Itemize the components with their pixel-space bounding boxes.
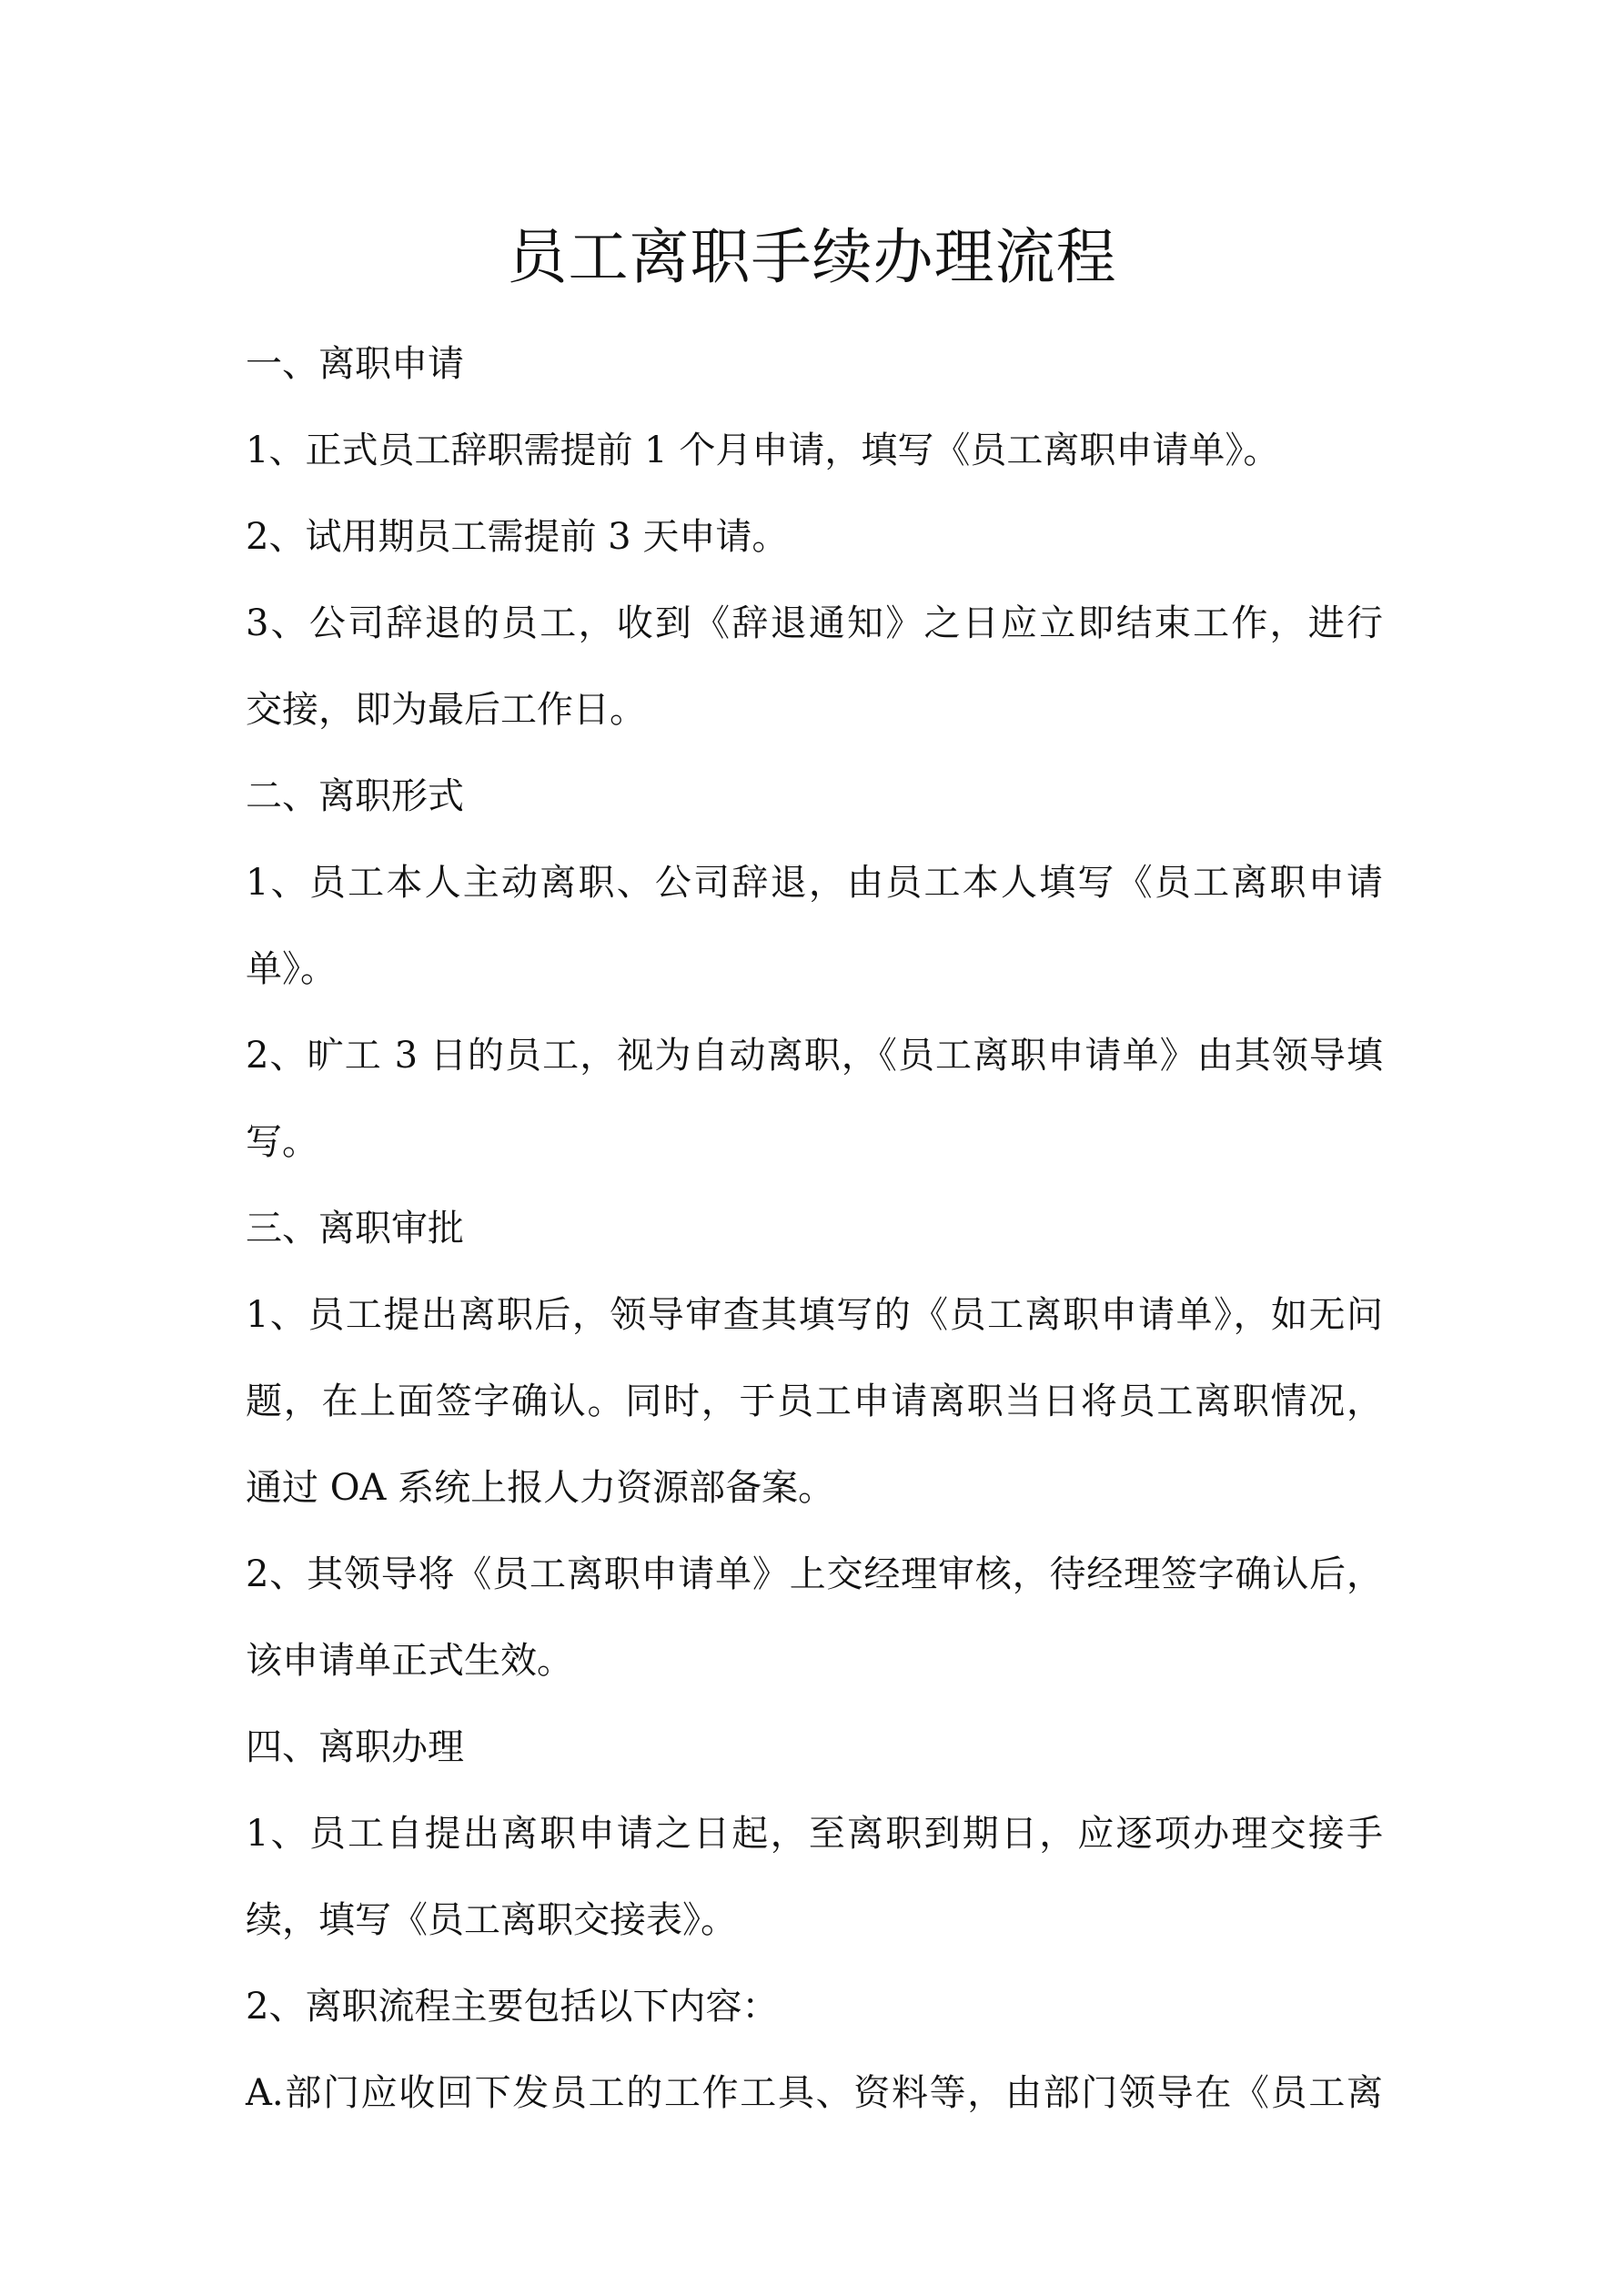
- paragraph-line: 单》。: [246, 948, 337, 990]
- paragraph-line: A.部门应收回下发员工的工作工具、资料等，由部门领导在《员工离: [246, 2072, 1383, 2114]
- paragraph-line: 题，在上面签字确认。同时，于员工申请离职当日将员工离职情况，: [246, 1381, 1383, 1422]
- paragraph-line: 1、员工本人主动离职、公司辞退，由员工本人填写《员工离职申请: [246, 862, 1383, 904]
- paragraph-line: 1、员工自提出离职申请之日起，至离职到期日，应逐项办理交接手: [246, 1813, 1383, 1855]
- section-heading-1: 一、离职申请: [246, 343, 464, 385]
- paragraph-line: 写。: [246, 1121, 318, 1163]
- section-heading-2: 二、离职形式: [246, 775, 464, 817]
- paragraph-line: 3、公司辞退的员工，收到《辞退通知》之日应立即结束工作，进行: [246, 602, 1383, 644]
- paragraph-line: 续，填写《员工离职交接表》。: [246, 1899, 737, 1941]
- paragraph-line: 通过 OA 系统上报人力资源部备案。: [246, 1467, 835, 1509]
- paragraph-line: 交接，即为最后工作日。: [246, 689, 646, 731]
- paragraph-line: 1、正式员工辞职需提前 1 个月申请，填写《员工离职申请单》。: [246, 430, 1280, 471]
- paragraph-line: 该申请单正式生效。: [246, 1640, 573, 1682]
- paragraph-line: 2、试用期员工需提前 3 天申请。: [246, 516, 789, 558]
- section-heading-3: 三、离职审批: [246, 1208, 464, 1249]
- section-heading-4: 四、离职办理: [246, 1726, 464, 1768]
- paragraph-line: 1、员工提出离职后，领导审查其填写的《员工离职申请单》，如无问: [246, 1294, 1383, 1336]
- paragraph-line: 2、离职流程主要包括以下内容：: [246, 1986, 779, 2028]
- paragraph-line: 2、旷工 3 日的员工，视为自动离职，《员工离职申请单》由其领导填: [246, 1035, 1383, 1077]
- paragraph-line: 2、其领导将《员工离职申请单》上交经理审核，待经理签字确认后，: [246, 1553, 1383, 1595]
- page-title: 员工离职手续办理流程: [507, 222, 1117, 292]
